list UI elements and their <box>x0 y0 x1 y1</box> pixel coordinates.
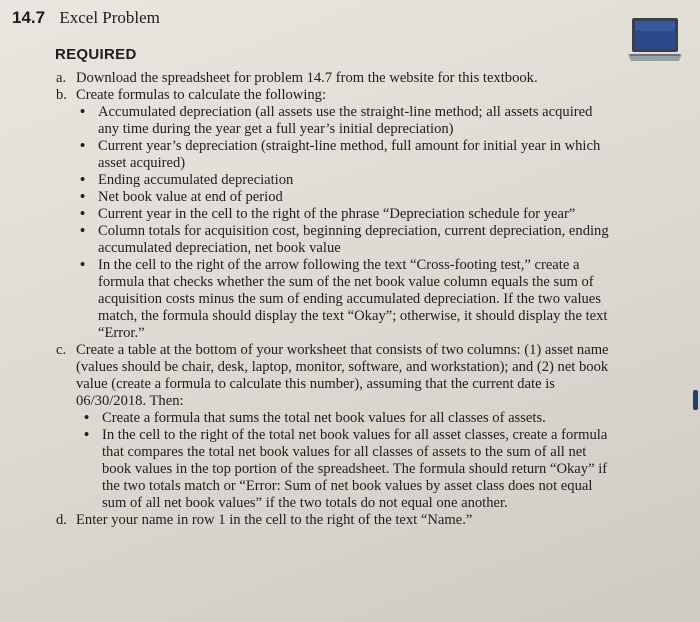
item-letter: a. <box>56 70 67 86</box>
list-item: • Create a formula that sums the total net book values for all classes of assets. <box>84 410 546 426</box>
item-letter: b. <box>56 87 67 103</box>
problem-title: Excel Problem <box>59 8 160 27</box>
item-letter: d. <box>56 512 67 528</box>
item-text: Download the spreadsheet for problem 14.7 from the website for this textbook. <box>76 70 538 86</box>
item-text: Enter your name in row 1 in the cell to the right of the text “Name.” <box>76 512 473 528</box>
list-item: • Current year in the cell to the right of the phrase “Depreciation schedule for year” <box>80 206 576 222</box>
item-letter: c. <box>56 342 67 358</box>
list-item: • Ending accumulated depreciation <box>80 172 294 188</box>
laptop-icon <box>626 16 684 64</box>
item-b-bullets <box>76 104 612 342</box>
list-item: • Accumulated depreciation (all assets use the straight-line method; all assets acquired any time during the year get a full year’s initial depreciation) <box>80 104 593 137</box>
item-c <box>56 342 612 512</box>
requirements-list <box>56 70 612 529</box>
item-b <box>56 87 612 342</box>
list-item: • Current year’s depreciation (straight-line method, full amount for initial year in which asset acquired) <box>80 138 601 171</box>
item-a <box>56 70 612 87</box>
list-item: • In the cell to the right of the arrow following the text “Cross-footing test,” create a formula that checks whether the sum of the net book value column equals the sum of acquisition costs minus the sum of ending accumulated depreciation. If the two values match, the formula should display the text “Okay”; otherwise, it should display the text “Error.” <box>80 257 608 341</box>
item-text: Create a table at the bottom of your worksheet that consists of two columns: (1) asset name (values should be chair, desk, laptop, monitor, software, and workstation); and (2) net book value (create a formula to calculate this number), assuming that the current date is 06/30/2018. Then: <box>76 342 609 409</box>
item-d <box>56 512 612 529</box>
item-c-bullets <box>76 410 612 512</box>
list-item: • Net book value at end of period <box>80 189 283 205</box>
problem-number: 14.7 <box>12 8 46 27</box>
list-item: • In the cell to the right of the total net book values for all asset classes, create a formula that compares the total net book values for all classes of assets to the sum of all net book values in the top portion of the spreadsheet. The formula should return “Okay” if the two totals match or “Error: Sum of net book values by asset class does not equal sum of all net book values” if the two totals do not equal one another. <box>84 427 608 511</box>
page-edge-tab <box>693 390 698 410</box>
problem-header <box>12 8 160 28</box>
required-heading: REQUIRED <box>55 46 137 63</box>
item-text: Create formulas to calculate the following: <box>76 87 327 103</box>
list-item: • Column totals for acquisition cost, beginning depreciation, current depreciation, ending accumulated depreciation, net book value <box>80 223 609 256</box>
